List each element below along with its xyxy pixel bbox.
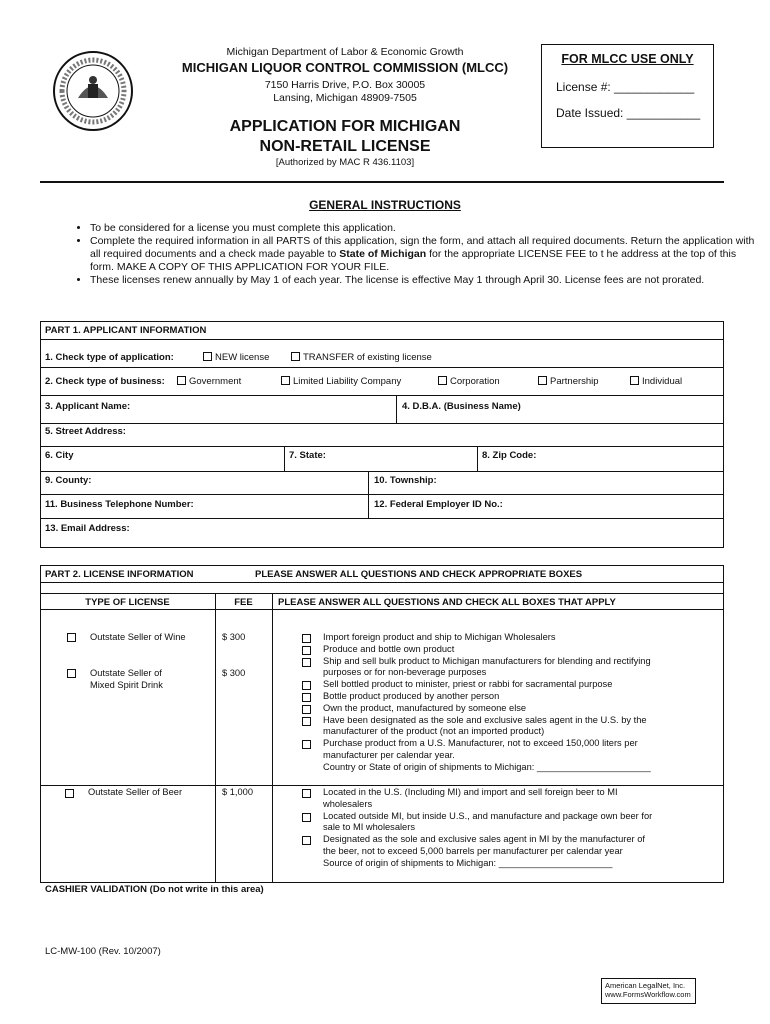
option-label: Individual [642, 376, 683, 387]
email-address-field[interactable]: 13. Email Address: [45, 523, 130, 534]
option-label: Government [189, 376, 242, 387]
option-label: Corporation [450, 376, 500, 387]
option-line: Produce and bottle own product [323, 643, 455, 654]
business-type-individual[interactable] [630, 376, 682, 387]
title-line-1: APPLICATION FOR MICHIGAN [229, 118, 461, 135]
commission-name: MICHIGAN LIQUOR CONTROL COMMISSION (MLCC) [181, 60, 509, 75]
option-line: Source of origin of shipments to Michigan: ______________________ [323, 857, 613, 868]
instruction-text: Complete the required information in all PARTS of this application, sign the form, and attach all required documents. Return the application with all required documents and a check made payable to [90, 235, 755, 260]
mlcc-use-only-box [541, 44, 714, 148]
township-field[interactable]: 10. Township: [374, 475, 437, 486]
bottle-other-checkbox[interactable] [302, 693, 311, 702]
form-title [170, 117, 520, 157]
state-field[interactable]: 7. State: [289, 450, 326, 461]
ship-bulk-checkbox[interactable] [302, 658, 311, 667]
llc-checkbox[interactable] [281, 376, 290, 385]
option-line: wholesalers [323, 798, 373, 809]
option-label: Limited Liability Company [293, 376, 402, 387]
label-line: Mixed Spirit Drink [90, 679, 163, 690]
import-foreign-checkbox[interactable] [302, 634, 311, 643]
beer-outside-mi-checkbox[interactable] [302, 813, 311, 822]
wine-spirit-options [323, 632, 651, 774]
beer-import-checkbox[interactable] [302, 789, 311, 798]
option-label: NEW license [215, 352, 270, 363]
sole-agent-checkbox[interactable] [302, 717, 311, 726]
department-name: Michigan Department of Labor & Economic Growth [226, 46, 464, 58]
sacramental-checkbox[interactable] [302, 681, 311, 690]
authorization-note: [Authorized by MAC R 436.1103] [275, 157, 415, 168]
city-field[interactable]: 6. City [45, 450, 74, 461]
instruction-item [90, 274, 762, 287]
option-line: manufacturer of the product (not an imported product) [323, 726, 545, 737]
applicant-name-field[interactable]: 3. Applicant Name: [45, 401, 131, 412]
form-id: LC-MW-100 (Rev. 10/2007) [45, 946, 161, 957]
business-type-llc[interactable] [281, 376, 401, 387]
answers-column-header: PLEASE ANSWER ALL QUESTIONS AND CHECK ALL BOXES THAT APPLY [278, 597, 616, 608]
option-line: Own the product, manufactured by someone else [323, 702, 527, 713]
label-line: Outstate Seller of [90, 668, 162, 678]
application-type-label: 1. Check type of application: [45, 352, 174, 363]
payee-name: State of Michigan [339, 248, 427, 260]
option-line: Located outside MI, but inside U.S., and manufacture and package own beer for [323, 810, 653, 821]
new-license-checkbox[interactable] [203, 352, 212, 361]
federal-employer-id-field[interactable]: 12. Federal Employer ID No.: [374, 499, 503, 510]
instruction-text: for the appropriate LICENSE FEE to t he address at the top of this form. MAKE A COPY OF THIS APPLICATION FOR YOUR FILE. [90, 248, 737, 273]
individual-checkbox[interactable] [630, 376, 639, 385]
option-line: purposes or for non-beverage purposes [323, 667, 487, 678]
transfer-license-option[interactable] [291, 352, 432, 363]
business-type-government[interactable] [177, 376, 241, 387]
option-line: Ship and sell bulk product to Michigan manufacturers for blending and rectifying [323, 655, 651, 666]
option-line: Bottle product produced by another person [323, 690, 500, 701]
instructions-heading: GENERAL INSTRUCTIONS [309, 198, 461, 212]
spirit-license-label [90, 668, 163, 692]
beer-sole-agent-checkbox[interactable] [302, 836, 311, 845]
business-type-partnership[interactable] [538, 376, 599, 387]
part2-heading: PART 2. LICENSE INFORMATION [45, 569, 194, 580]
option-line: the beer, not to exceed 5,000 barrels per manufacturer per calendar year [323, 845, 623, 856]
instruction-text: These licenses renew annually by May 1 of each year. The license is effective May 1 through April 30. License fees are not prorated. [90, 274, 705, 286]
part1-heading: PART 1. APPLICANT INFORMATION [45, 325, 207, 336]
zip-code-field[interactable]: 8. Zip Code: [482, 450, 537, 461]
spirit-license-fee: $ 300 [222, 668, 246, 678]
address-line-1: 7150 Harris Drive, P.O. Box 30005 [264, 79, 426, 91]
beer-license-checkbox[interactable] [65, 789, 74, 798]
beer-license-label: Outstate Seller of Beer [88, 787, 183, 797]
beer-options [323, 787, 652, 870]
corporation-checkbox[interactable] [438, 376, 447, 385]
purchase-us-checkbox[interactable] [302, 740, 311, 749]
instructions-list [48, 222, 762, 287]
business-type-label: 2. Check type of business: [45, 376, 165, 387]
option-line: sale to MI wholesalers [323, 822, 415, 833]
option-line: Located in the U.S. (Including MI) and import and sell foreign beer to MI [323, 787, 618, 797]
credit-line-1: American LegalNet, Inc. [605, 981, 686, 990]
option-line: Sell bottled product to minister, priest or rabbi for sacramental purpose [323, 679, 613, 690]
beer-license-fee: $ 1,000 [222, 787, 254, 797]
credit-box [601, 978, 696, 1004]
instruction-text: To be considered for a license you must complete this application. [90, 222, 396, 234]
produce-bottle-checkbox[interactable] [302, 646, 311, 655]
dba-field[interactable]: 4. D.B.A. (Business Name) [402, 401, 521, 412]
part2-instructions: PLEASE ANSWER ALL QUESTIONS AND CHECK APPROPRIATE BOXES [255, 569, 583, 580]
option-label: TRANSFER of existing license [303, 352, 432, 363]
instruction-item [90, 235, 762, 274]
credit-line-2: www.FormsWorkflow.com [605, 990, 691, 999]
street-address-field[interactable]: 5. Street Address: [45, 426, 126, 437]
wine-license-fee: $ 300 [222, 632, 246, 642]
wine-license-label: Outstate Seller of Wine [90, 632, 186, 642]
address-line-2: Lansing, Michigan 48909-7505 [273, 92, 417, 104]
cashier-validation-label: CASHIER VALIDATION (Do not write in this area) [45, 884, 264, 895]
business-phone-field[interactable]: 11. Business Telephone Number: [45, 499, 194, 510]
state-seal [52, 50, 134, 132]
option-label: Partnership [550, 376, 599, 387]
header-divider [40, 181, 724, 183]
option-line: manufacturer per calendar year. [323, 749, 455, 760]
own-product-checkbox[interactable] [302, 705, 311, 714]
date-issued-field[interactable]: Date Issued: ___________ [556, 106, 701, 120]
option-line: Have been designated as the sole and exclusive sales agent in the U.S. by the [323, 714, 647, 725]
fee-column-header: FEE [234, 597, 253, 608]
wine-license-checkbox[interactable] [67, 633, 76, 642]
option-line: Import foreign product and ship to Michigan Wholesalers [323, 632, 556, 642]
option-line: Purchase product from a U.S. Manufacturer, not to exceed 150,000 liters per [323, 738, 638, 749]
business-type-corporation[interactable] [438, 376, 500, 387]
license-number-field[interactable]: License #: ____________ [556, 80, 695, 94]
county-field[interactable]: 9. County: [45, 475, 92, 486]
option-line: Designated as the sole and exclusive sales agent in MI by the manufacturer of [323, 834, 645, 845]
government-checkbox[interactable] [177, 376, 186, 385]
instruction-item [90, 222, 762, 235]
transfer-license-checkbox[interactable] [291, 352, 300, 361]
title-line-2: NON-RETAIL LICENSE [259, 138, 431, 155]
partnership-checkbox[interactable] [538, 376, 547, 385]
spirit-license-checkbox[interactable] [67, 669, 76, 678]
new-license-option[interactable] [203, 352, 269, 363]
option-line: Country or State of origin of shipments to Michigan: ______________________ [323, 761, 651, 772]
license-type-column-header: TYPE OF LICENSE [85, 597, 170, 608]
mlcc-box-heading: FOR MLCC USE ONLY [561, 52, 694, 66]
